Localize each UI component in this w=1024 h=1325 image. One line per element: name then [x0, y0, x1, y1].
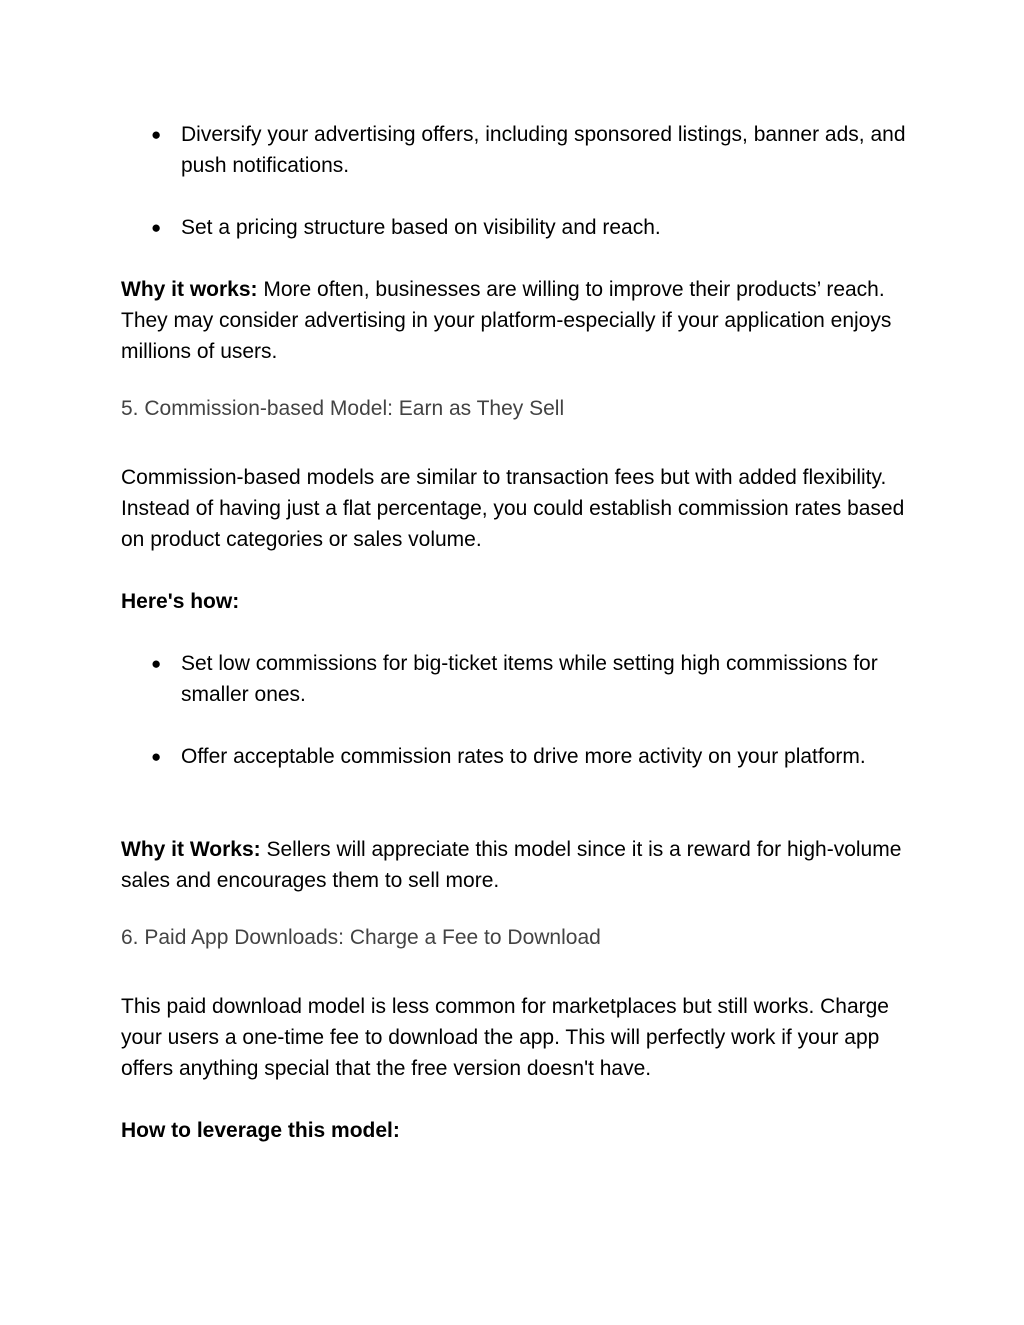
how-to-leverage-label: How to leverage this model:: [121, 1119, 400, 1142]
list-item-text: Diversify your advertising offers, including sponsored listings, banner ads, and push notifications.: [181, 123, 906, 177]
list-item-text: Offer acceptable commission rates to drive more activity on your platform.: [181, 745, 866, 768]
section-intro-paragraph: Commission-based models are similar to transaction fees but with added flexibility. Instead of having just a flat percentage, you could establish commission rates based on product categories or sales volume.: [121, 466, 905, 551]
why-it-works-text: Sellers will appreciate this model since it is a reward for high-volume sales and encourages them to sell more.: [121, 838, 902, 892]
why-it-works-paragraph: [121, 274, 911, 367]
list-item-text: Set low commissions for big-ticket items while setting high commissions for smaller ones.: [181, 652, 878, 706]
heres-how-label: Here's how:: [121, 590, 240, 613]
section-heading: 5. Commission-based Model: Earn as They Sell: [121, 397, 565, 420]
list-item-text: Set a pricing structure based on visibility and reach.: [181, 216, 661, 239]
bullet-icon: ●: [151, 747, 162, 766]
bullet-icon: ●: [151, 218, 162, 237]
section-heading: 6. Paid App Downloads: Charge a Fee to Download: [121, 926, 601, 949]
why-it-works-paragraph: [121, 834, 911, 896]
why-it-works-text: More often, businesses are willing to improve their products’ reach. They may consider advertising in your platform-especially if your application enjoys millions of users.: [121, 278, 892, 363]
section-intro-paragraph: This paid download model is less common for marketplaces but still works. Charge your users a one-time fee to download the app. This will perfectly work if your app offers anything special that the free version doesn't have.: [121, 995, 889, 1080]
bullet-icon: ●: [151, 654, 162, 673]
why-it-works-label: Why it Works:: [121, 838, 261, 861]
why-it-works-label: Why it works:: [121, 278, 258, 301]
bullet-icon: ●: [151, 125, 162, 144]
